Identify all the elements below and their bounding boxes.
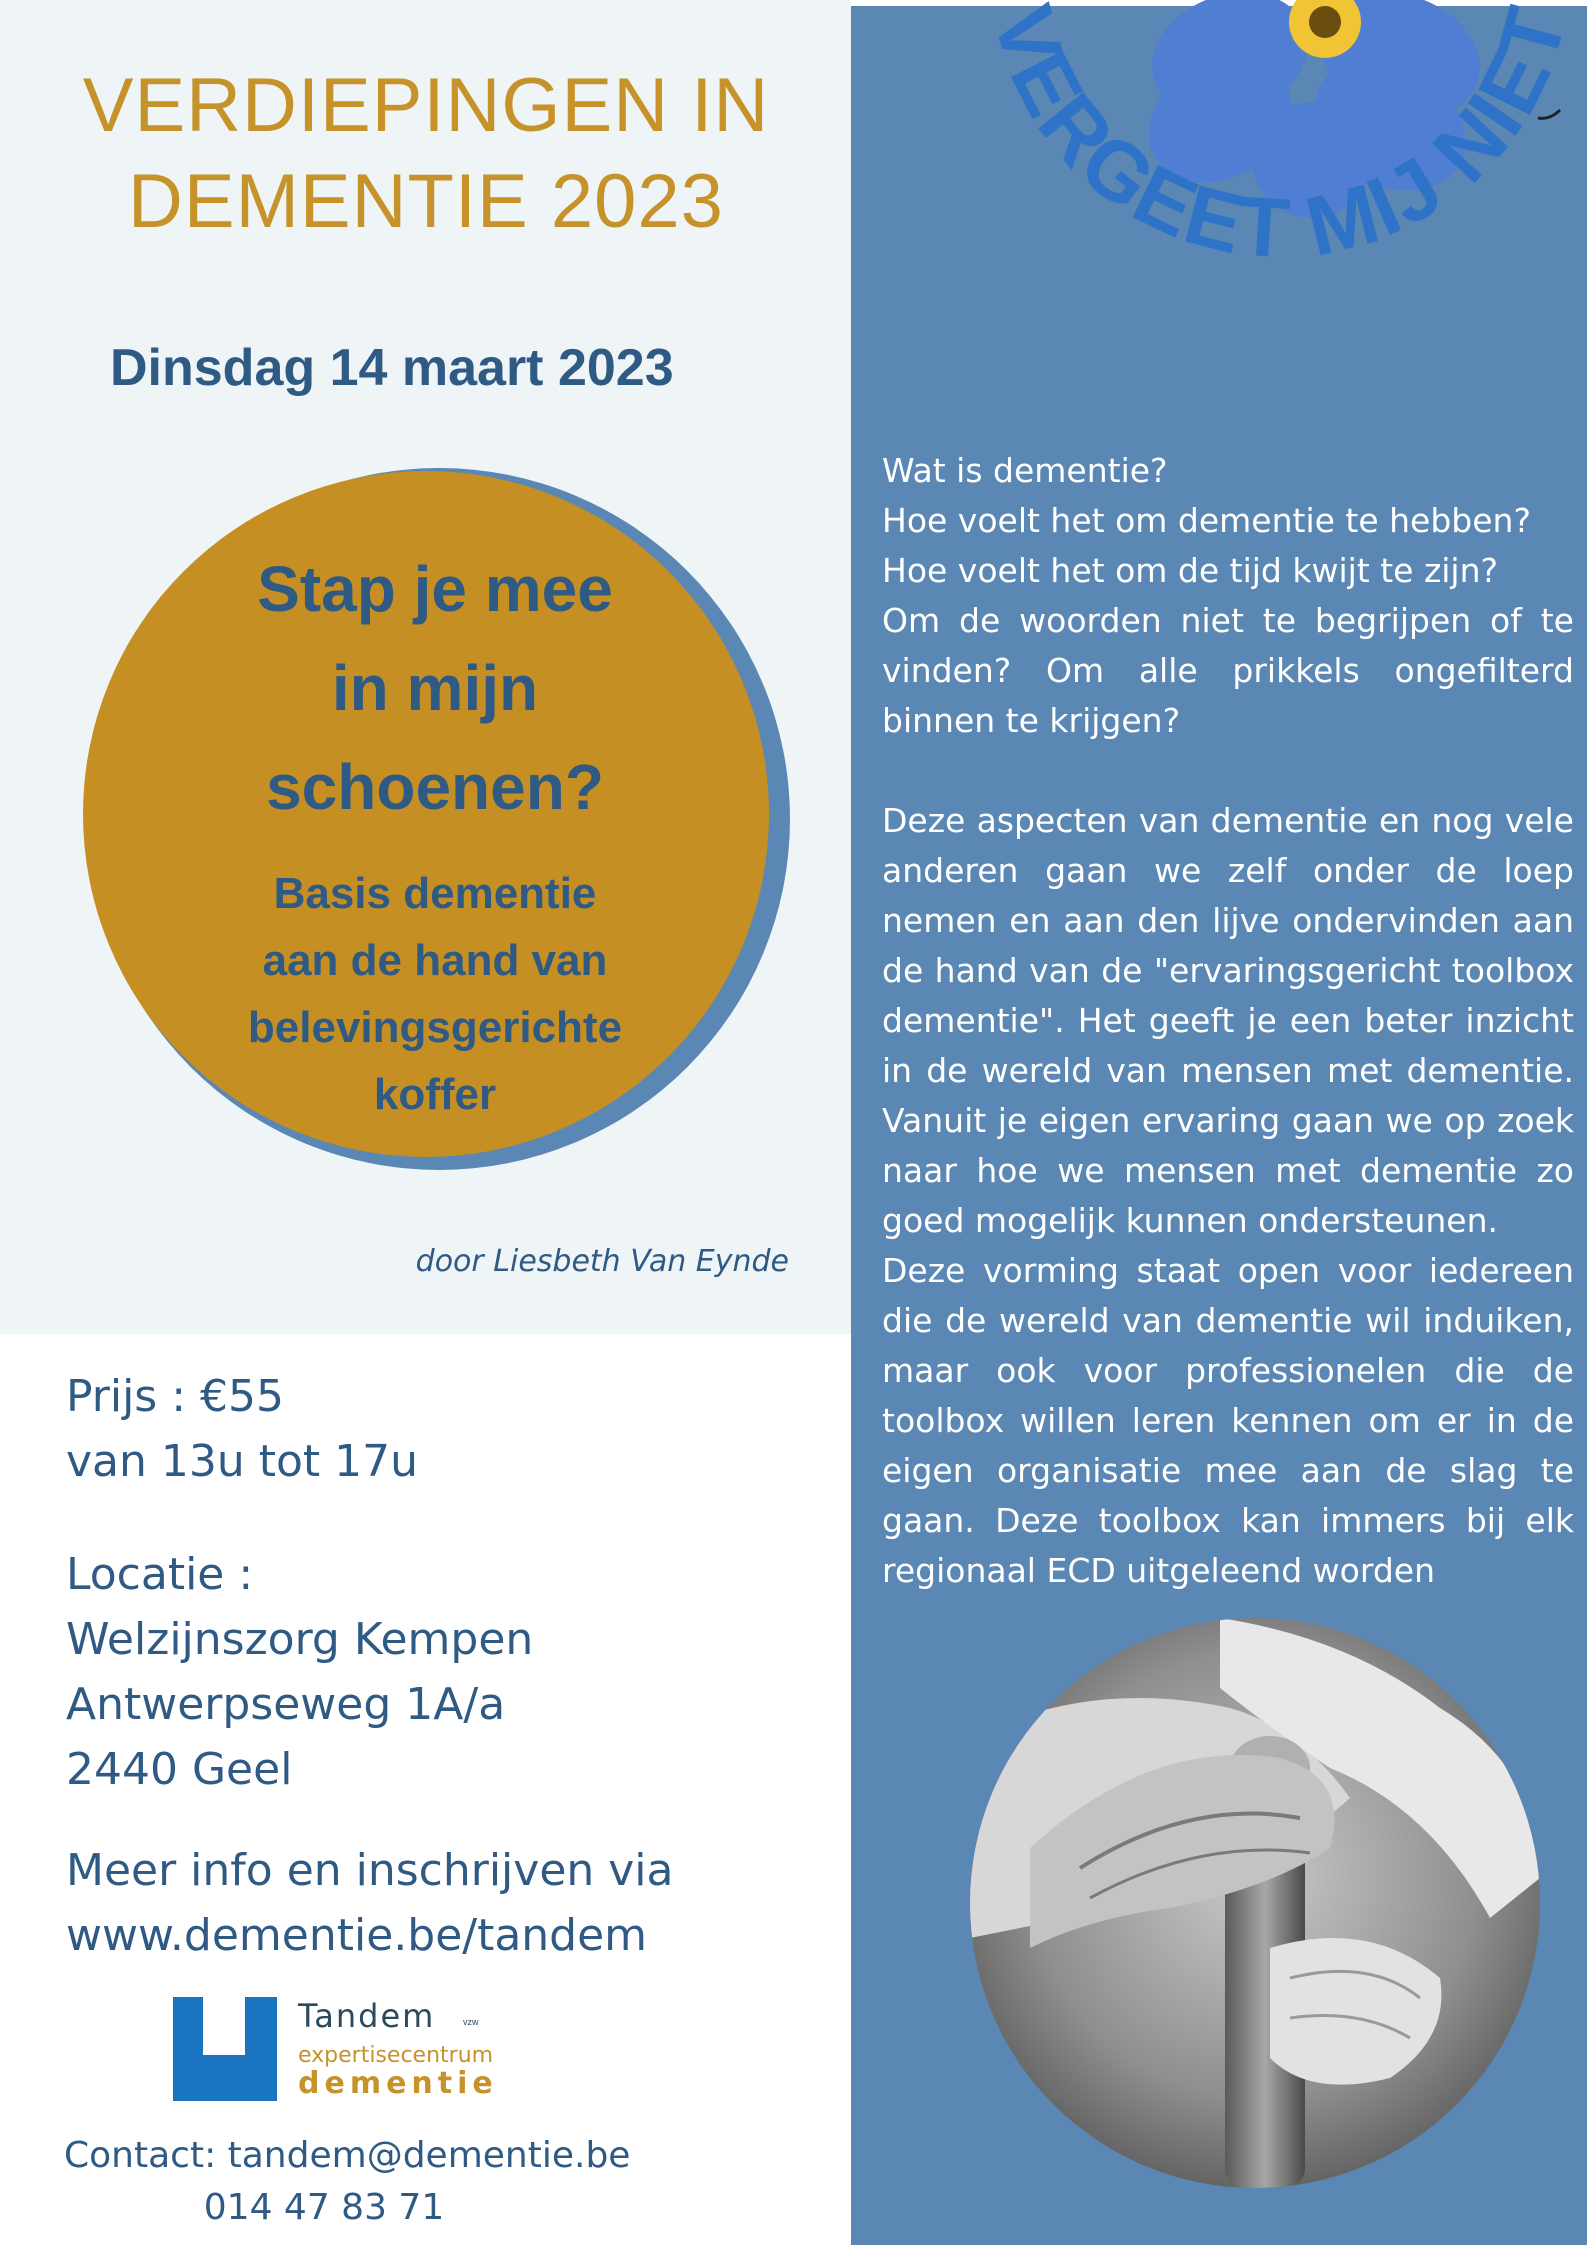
circle-heading-line-2: in mijn: [331, 652, 539, 724]
paragraph-1: Deze aspecten van dementie en nog vele anderen gaan we zelf onder de loep nemen en aan den lijve ondervinden aan de hand van de "ervaringsgericht toolbox dementie". Het geeft je een beter inzicht in de wereld van mensen met dementie. Vanuit je eigen ervaring gaan we op zoek naar hoe we mensen met dementie zo goed mogelijk kunnen ondersteunen.: [882, 801, 1574, 1240]
price: Prijs : €55: [66, 1371, 285, 1422]
circle-sub-line-1: Basis dementie: [273, 869, 597, 918]
title-line-1: VERDIEPINGEN IN: [82, 63, 770, 148]
intro-line-1: Wat is dementie?: [882, 451, 1168, 490]
intro-line-3: Hoe voelt het om de tijd kwijt te zijn?: [882, 551, 1499, 590]
contact-block: [64, 2130, 631, 2234]
circle-sub-line-4: koffer: [373, 1070, 497, 1119]
logo-dementie: dementie: [298, 2066, 498, 2101]
event-date: Dinsdag 14 maart 2023: [110, 339, 674, 397]
svg-text:VERGEET MIJ NIET: [975, 0, 1584, 275]
time: van 13u tot 17u: [66, 1436, 419, 1487]
circle-subtitle: [150, 860, 720, 1128]
description-text: [882, 446, 1574, 1596]
author: door Liesbeth Van Eynde: [415, 1244, 789, 1279]
intro-line-2: Hoe voelt het om dementie te hebben?: [882, 501, 1531, 540]
website-link[interactable]: www.dementie.be/tandem: [66, 1910, 648, 1961]
tandem-logo-mark-icon: [173, 1997, 277, 2101]
location-street: Antwerpseweg 1A/a: [66, 1679, 506, 1730]
main-title: [36, 58, 816, 250]
logo-vzw: vzw: [463, 2017, 479, 2027]
arc-text: VERGEET MIJ NIET: [975, 0, 1585, 276]
circle-heading-line-1: Stap je mee: [257, 553, 613, 625]
location-name: Welzijnszorg Kempen: [66, 1614, 534, 1665]
circle-sub-line-2: aan de hand van: [262, 936, 608, 985]
circle-heading: [140, 540, 730, 837]
intro-line-4: Om de woorden niet te begrijpen of te vinden? Om alle prikkels ongefilterd binnen te krijgen?: [882, 601, 1574, 740]
tandem-logo: [173, 1997, 503, 2101]
paragraph-2: Deze vorming staat open voor iedereen die de wereld van dementie wil induiken, maar ook voor professionelen die de toolbox willen leren kennen om er in de eigen organisatie mee aan de slag te gaan. Deze toolbox kan immers bij elk regionaal ECD uitgeleend worden: [882, 1251, 1574, 1590]
location-label: Locatie :: [66, 1549, 254, 1600]
price-block: [66, 1364, 418, 1494]
logo-subtitle: expertisecentrum: [298, 2043, 494, 2068]
location-city: 2440 Geel: [66, 1744, 293, 1795]
arc-slogan: [965, 0, 1587, 380]
more-info-text: Meer info en inschrijven via: [66, 1845, 674, 1896]
more-info-block: [66, 1838, 674, 1968]
hands-photo-image: [970, 1618, 1540, 2188]
title-line-2: DEMENTIE 2023: [128, 159, 724, 244]
contact-email[interactable]: Contact: tandem@dementie.be: [64, 2135, 631, 2176]
contact-phone[interactable]: 014 47 83 71: [203, 2187, 445, 2228]
circle-sub-line-3: belevingsgerichte: [247, 1003, 623, 1052]
circle-heading-line-3: schoenen?: [266, 751, 604, 823]
location-block: [66, 1542, 533, 1802]
hands-on-cane-photo: [970, 1618, 1540, 2188]
logo-name: Tandem: [298, 1997, 436, 2035]
